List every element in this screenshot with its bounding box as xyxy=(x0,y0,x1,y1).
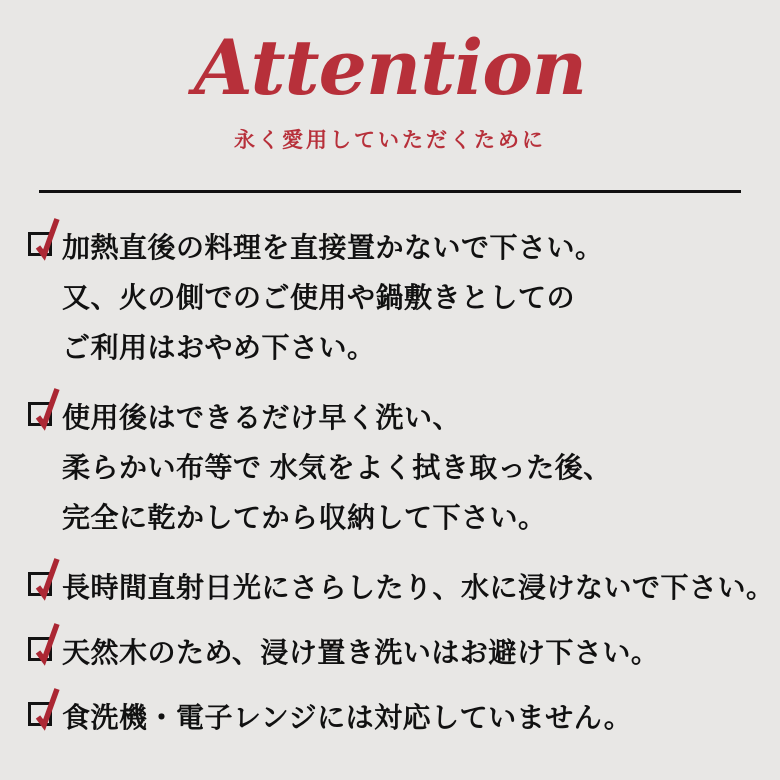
check-icon xyxy=(32,555,60,599)
item-text xyxy=(62,223,604,373)
check-icon xyxy=(32,620,60,664)
item-text xyxy=(62,628,659,678)
care-checklist xyxy=(28,223,775,743)
divider-line xyxy=(39,190,741,193)
item-line: 天然木のため、浸け置き洗いはお避け下さい。 xyxy=(62,636,660,668)
list-item xyxy=(28,563,775,613)
checked-checkbox-icon xyxy=(28,702,52,726)
item-line: 柔らかい布等で 水気をよく拭き取った後、 xyxy=(62,451,612,483)
check-icon xyxy=(32,685,60,729)
header xyxy=(0,23,780,154)
page-title: Attention xyxy=(193,23,587,112)
check-icon xyxy=(32,385,60,429)
check-icon xyxy=(32,215,60,259)
item-line: ご利用はおやめ下さい。 xyxy=(62,331,376,363)
item-line: 長時間直射日光にさらしたり、水に浸けないで下さい。 xyxy=(62,571,775,603)
page-subtitle: 永く愛用していただくために xyxy=(234,128,546,152)
list-item xyxy=(28,223,760,373)
item-line: 使用後はできるだけ早く洗い、 xyxy=(62,401,462,433)
checked-checkbox-icon xyxy=(28,572,52,596)
item-line: 又、火の側でのご使用や鍋敷きとしての xyxy=(62,281,576,313)
item-text xyxy=(62,563,775,613)
list-item xyxy=(28,393,760,543)
item-line: 食洗機・電子レンジには対応していません。 xyxy=(62,701,633,733)
checked-checkbox-icon xyxy=(28,232,52,256)
list-item xyxy=(28,693,760,743)
item-text xyxy=(62,693,632,743)
item-text xyxy=(62,393,612,543)
item-line: 完全に乾かしてから収納して下さい。 xyxy=(62,501,547,533)
list-item xyxy=(28,628,760,678)
checked-checkbox-icon xyxy=(28,637,52,661)
item-line: 加熱直後の料理を直接置かないで下さい。 xyxy=(62,231,604,263)
checked-checkbox-icon xyxy=(28,402,52,426)
